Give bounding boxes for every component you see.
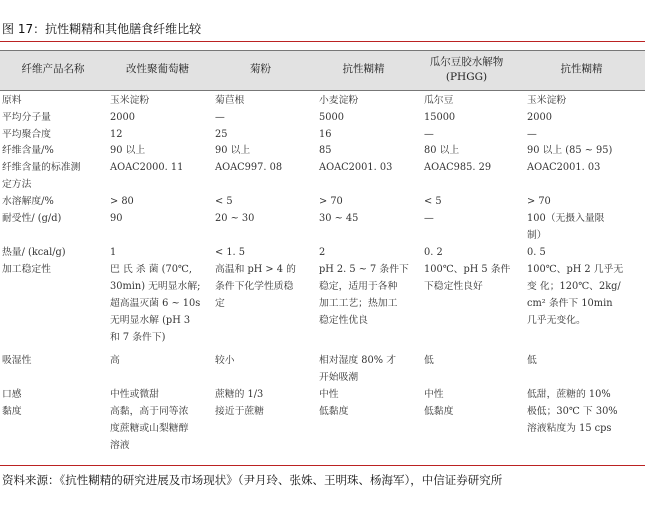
row-label-line: 原料 [2,95,22,106]
table-cell [215,386,263,403]
cell-line: > 70 [319,196,343,207]
table-cell [215,352,235,369]
row-label-line: 平均聚合度 [2,129,51,140]
cell-line: 16 [319,129,332,140]
cell-line: pH 2. 5 ~ 7 条件下 [319,264,409,275]
cell-line: 溶液粘度为 15 cps [527,423,612,434]
cell-line: 30min) 无明显水解; [110,281,201,292]
table-cell [110,142,145,159]
table-cell [319,352,396,386]
table-cell [319,244,325,261]
cell-line: cm² 条件下 10min [527,298,613,309]
cell-line: 极低；30℃ 下 30% [527,406,618,417]
table-cell [110,210,122,227]
header-phgg: 瓜尔豆胶水解物 (PHGG) [429,55,504,83]
row-label [2,261,51,278]
cell-line: > 80 [110,196,134,207]
row-label-line: 口感 [2,389,22,400]
table-cell [319,159,392,176]
cell-line: 玉米淀粉 [110,95,150,106]
table-cell [110,159,183,176]
row-label-line: 黏度 [2,406,22,417]
cell-line: 中性 [319,389,339,400]
cell-line: AOAC997. 08 [215,162,283,173]
table-cell [527,352,537,369]
cell-line: 菊苣根 [215,95,245,106]
cell-line: 条件下化学性质稳 [215,281,294,292]
row-label-line: 水溶解度/% [2,196,54,207]
cell-line: 2 [319,247,326,258]
row-label-line: 耐受性/ (g/d) [2,213,62,224]
cell-line: 溶液 [110,440,130,451]
row-label [2,159,80,193]
cell-line: 90 [110,213,123,224]
cell-line: 几乎无变化。 [527,315,586,326]
cell-line: 90 以上 [215,145,251,156]
top-divider [0,41,645,42]
cell-line: 2000 [110,112,135,123]
cell-line: 无明显水解 (pH 3 [110,315,191,326]
header-inulin: 菊粉 [250,63,271,76]
cell-line: 低黏度 [319,406,349,417]
table-cell [424,92,453,109]
cell-line: 稳定，适用于各种 [319,281,398,292]
row-label [2,126,51,143]
cell-line: 瓜尔豆 [424,95,454,106]
cell-line: 100（无摄入量限 [527,213,605,224]
header-bottom-rule [0,90,645,91]
table-cell [110,403,188,454]
cell-line: 高温和 pH > 4 的 [215,264,296,275]
table-cell [110,244,116,261]
cell-line: 100℃、pH 2 几乎无 [527,264,624,275]
row-label [2,386,22,403]
cell-line: 玉米淀粉 [527,95,567,106]
header-fiber-product: 纤维产品名称 [21,63,85,76]
cell-line: 超高温灭菌 6 ~ 10s [110,298,201,309]
table-cell [110,109,135,126]
table-cell [319,386,339,403]
row-label [2,352,31,369]
table-cell [215,126,227,143]
row-label [2,92,22,109]
table-cell [319,403,348,420]
table-cell [424,261,510,295]
cell-line: 90 以上 [110,145,146,156]
bottom-divider [0,465,645,466]
table-cell [215,403,264,420]
row-label-line: 平均分子量 [2,112,51,123]
table-cell [424,193,442,210]
table-cell [527,261,623,329]
cell-line: 低黏度 [424,406,454,417]
cell-line: 0. 2 [424,247,443,258]
cell-line: 5000 [319,112,344,123]
cell-line: — [215,112,225,123]
cell-line: 高黏，高于同等浓 [110,406,189,417]
cell-line: 85 [319,145,332,156]
cell-line: 2000 [527,112,552,123]
source-note: 资料来源：《抗性糊精的研究进展及市场现状》（尹月玲、张姝、王明珠、杨海军），中信证券研究所 [2,473,503,487]
cell-line: 1 [110,247,117,258]
cell-line: AOAC2001. 03 [527,162,601,173]
figure-title: 图 17：抗性糊精和其他膳食纤维比较 [2,22,202,36]
table-cell [215,142,250,159]
cell-line: 加工工艺；热加工 [319,298,398,309]
row-label-line: 纤维含量/% [2,145,54,156]
cell-line: 90 以上 (85 ~ 95) [527,145,613,156]
cell-line: AOAC2001. 03 [319,162,393,173]
table-cell [424,244,443,261]
cell-line: 80 以上 [424,145,460,156]
cell-line: — [424,129,434,140]
cell-line: 度蔗糖或山梨糖醇 [110,423,189,434]
cell-line: 稳定性优良 [319,315,368,326]
row-label-line: 定方法 [2,179,32,190]
cell-line: < 5 [215,196,233,207]
header-modified-polydextrose: 改性聚葡萄糖 [126,63,189,76]
header-resistant-dextrin-2: 抗性糊精 [560,63,603,76]
cell-line: 15000 [424,112,456,123]
cell-line: 12 [110,129,123,140]
row-label [2,109,51,126]
table-cell [110,193,134,210]
cell-line: 下稳定性良好 [424,281,483,292]
table-cell [424,352,434,369]
table-cell [527,386,611,403]
cell-line: AOAC2000. 11 [110,162,184,173]
table-cell [215,244,245,261]
table-cell [527,92,566,109]
table-cell [527,126,537,143]
cell-line: 低 [424,355,434,366]
table-cell [424,142,459,159]
table-cell [319,126,331,143]
cell-line: 低 [527,355,537,366]
table-cell [527,244,546,261]
table-cell [424,386,444,403]
row-label [2,210,61,227]
cell-line: 相对湿度 80% 才 [319,355,396,366]
table-cell [319,261,409,329]
cell-line: 巴 氏 杀 菌 (70℃, [110,264,193,275]
cell-line: 100℃、pH 5 条件 [424,264,511,275]
table-cell [215,210,254,227]
cell-line: 30 ~ 45 [319,213,359,224]
table-cell [110,352,120,369]
table-cell [424,159,491,176]
table-cell [527,210,604,244]
cell-line: 接近于蔗糖 [215,406,264,417]
row-label-line: 加工稳定性 [2,264,51,275]
table-cell [215,261,296,312]
cell-line: 小麦淀粉 [319,95,359,106]
table-cell [424,109,455,126]
cell-line: 蔗糖的 1/3 [215,389,264,400]
cell-line: 定 [215,298,225,309]
table-cell [424,210,434,227]
table-cell [527,159,600,176]
cell-line: 较小 [215,355,235,366]
table-cell [319,109,344,126]
table-cell [215,92,244,109]
table-cell [110,92,149,109]
cell-line: > 70 [527,196,551,207]
cell-line: < 5 [424,196,442,207]
table-cell [527,403,618,437]
cell-line: 中性 [424,389,444,400]
header-resistant-dextrin-1: 抗性糊精 [342,63,385,76]
table-cell [319,193,343,210]
row-label [2,403,22,420]
cell-line: < 1. 5 [215,247,246,258]
cell-line: 变 化；120℃、2kg/ [527,281,621,292]
cell-line: 制） [527,230,547,241]
table-cell [527,109,552,126]
table-cell [215,193,233,210]
cell-line: 和 7 条件下) [110,332,166,343]
table-cell [319,142,331,159]
cell-line: AOAC985. 29 [424,162,492,173]
table-cell [110,126,122,143]
table-cell [110,261,200,346]
cell-line: 开始吸潮 [319,372,359,383]
cell-line: — [424,213,434,224]
table-cell [319,210,358,227]
table-cell [215,159,282,176]
table-cell [527,142,612,159]
table-cell [215,109,225,126]
table-cell [424,126,434,143]
table-cell [110,386,159,403]
row-label [2,244,66,261]
cell-line: 高 [110,355,120,366]
row-label-line: 纤维含量的标准测 [2,162,81,173]
row-label-line: 吸湿性 [2,355,32,366]
table-cell [424,403,453,420]
cell-line: 低甜，蔗糖的 10% [527,389,611,400]
cell-line: 25 [215,129,228,140]
table-cell [527,193,551,210]
cell-line: 20 ~ 30 [215,213,255,224]
cell-line: — [527,129,537,140]
table-cell [319,92,358,109]
row-label [2,193,54,210]
row-label-line: 热量/ (kcal/g) [2,247,66,258]
row-label [2,142,54,159]
cell-line: 中性或微甜 [110,389,159,400]
cell-line: 0. 5 [527,247,546,258]
